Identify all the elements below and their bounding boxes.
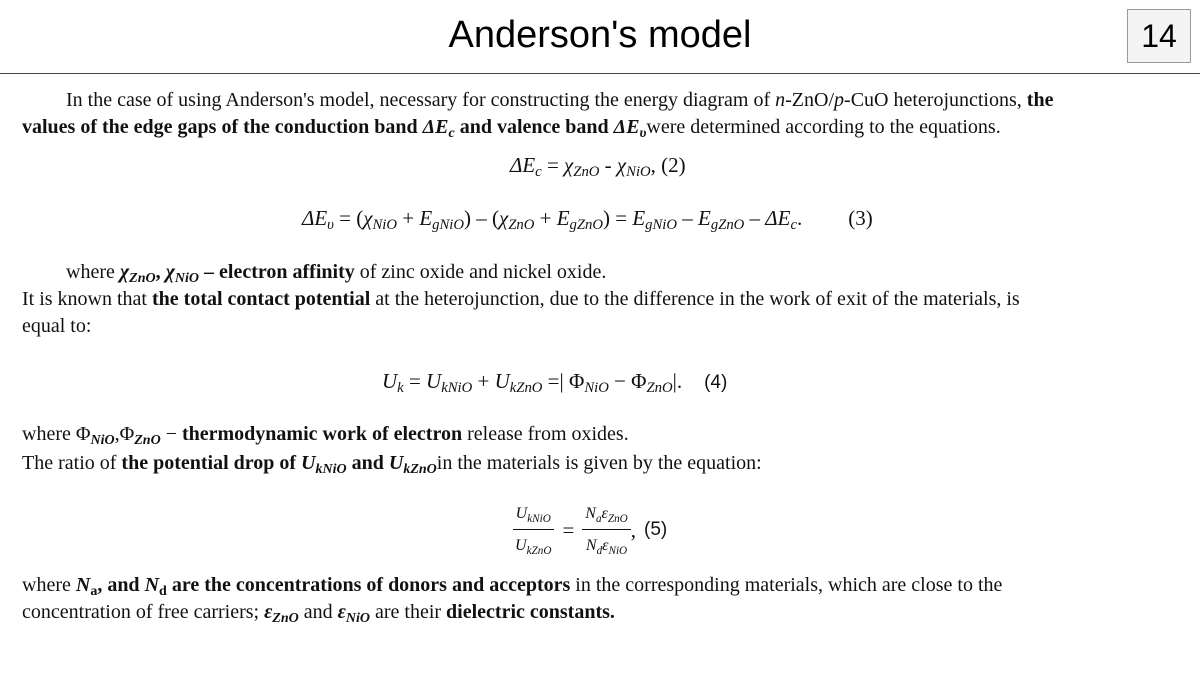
eq-sign: = ( [333, 206, 364, 230]
subscript: c [448, 126, 455, 141]
eq-term: U [515, 505, 528, 522]
para4 [22, 421, 629, 447]
slide-title: Anderson's model [448, 14, 752, 56]
eq-term: U [388, 452, 404, 474]
eq-sign: = [542, 369, 560, 393]
epsilon-symbol: ε [601, 505, 608, 522]
equation-number: (5) [644, 519, 668, 540]
eq-sign: – [744, 206, 766, 230]
equation-4 [382, 367, 727, 397]
eq-term: ΔE [765, 206, 791, 230]
abs-bar: | [559, 369, 564, 393]
text-bold: the total contact potential [152, 288, 371, 310]
text-bold: thermodynamic work of electron [181, 423, 463, 445]
subscript: kZnO [509, 380, 543, 396]
chi-symbol: χ [498, 206, 509, 230]
fraction-right [582, 500, 630, 560]
text-bold: , and [97, 574, 145, 596]
page-number: 14 [1127, 9, 1191, 63]
text-bold: the potential drop of [121, 452, 302, 474]
text: and [298, 601, 338, 623]
subscript: NiO [626, 164, 651, 180]
phi-symbol: Φ [119, 423, 135, 445]
eq-sign: = [562, 518, 575, 542]
text: at the heterojunction, due to the difference in the work of exit of the materials, is [370, 288, 1020, 310]
text: concentration of free carriers; [22, 601, 265, 623]
text: where [66, 261, 120, 283]
text: where [22, 423, 76, 445]
eq-term: N [585, 537, 597, 554]
subscript: a [90, 584, 98, 599]
subscript: c [790, 217, 797, 233]
eq-sign: − [608, 369, 632, 393]
eq-sign: ) = [603, 206, 633, 230]
eq-term: E [419, 206, 433, 230]
text-bold: electron affinity [219, 261, 355, 283]
subscript: kZnO [526, 545, 552, 557]
eq-sign: , [630, 518, 637, 542]
subscript: kNiO [527, 513, 551, 525]
text: in the materials is given by the equation: [436, 452, 762, 474]
eq-term: N [585, 505, 596, 522]
denominator [583, 530, 630, 560]
equation-3 [302, 204, 873, 232]
eq-term: U [494, 369, 510, 393]
text: -ZnO/ [785, 89, 835, 111]
chi-symbol: χ [119, 261, 130, 283]
text-bold: and valence band [454, 116, 614, 138]
text: It is known that [22, 288, 152, 310]
subscript: NiO [90, 433, 115, 448]
subscript: ZnO [272, 611, 299, 626]
subscript: d [159, 584, 167, 599]
phi-symbol: Φ [75, 423, 91, 445]
delta-ev: ΔE [613, 116, 640, 138]
text: , [114, 423, 120, 445]
chi-symbol: χ [165, 261, 175, 283]
eq-term: E [632, 206, 646, 230]
chi-symbol: χ [564, 153, 574, 177]
eq-term: U [382, 369, 398, 393]
eq-sign: – [677, 206, 698, 230]
eq-term: U [515, 537, 527, 554]
subscript: ZnO [508, 217, 535, 233]
subscript: c [535, 164, 542, 180]
epsilon-symbol: ε [337, 601, 346, 623]
chi-symbol: χ [363, 206, 373, 230]
text: -CuO heterojunctions, [844, 89, 1027, 111]
eq-sign: + [472, 369, 495, 393]
para2 [66, 259, 606, 285]
subscript: ZnO [134, 433, 161, 448]
text: The ratio of [22, 452, 122, 474]
para3-line2: equal to: [22, 315, 92, 337]
epsilon-symbol: ε [602, 537, 609, 554]
eq-term: E [556, 206, 570, 230]
abs-bar: | [672, 369, 677, 393]
subscript: gZnO [710, 217, 745, 233]
subscript: υ [327, 217, 334, 233]
eq-sign: + [396, 206, 420, 230]
text-bold: the [1026, 89, 1054, 111]
subscript: ZnO [646, 380, 673, 396]
text-bold: and [346, 452, 389, 474]
equation-number: (2) [661, 153, 686, 177]
denominator [512, 530, 554, 560]
subscript: a [595, 513, 602, 525]
text-bold: values of the edge gaps of the conduction band [22, 116, 423, 138]
subscript: gNiO [432, 217, 464, 233]
numerator [582, 500, 630, 530]
subscript: d [596, 545, 603, 557]
eq-sign: + [534, 206, 557, 230]
chi-symbol: χ [616, 153, 627, 177]
para6-line2 [22, 599, 615, 625]
eq-sign: = [403, 369, 427, 393]
eq-term: ΔE [302, 206, 328, 230]
subscript: NiO [372, 217, 397, 233]
eq-term: N [144, 574, 160, 596]
eq-term: U [301, 452, 316, 474]
phi-symbol: Φ [568, 369, 585, 393]
subscript: ZnO [129, 271, 156, 286]
eq-sign: - [599, 153, 617, 177]
eq-term: ΔE [510, 153, 536, 177]
text-italic: p [834, 89, 845, 111]
eq-sign: = [541, 153, 565, 177]
delta-ec: ΔE [422, 116, 449, 138]
subscript: NiO [174, 271, 200, 286]
eq-sign: ) – ( [463, 206, 499, 230]
equation-number: (3) [848, 206, 873, 230]
text-bold: are the concentrations of donors and acceptors [166, 574, 571, 596]
equation-2 [510, 151, 686, 179]
text-italic: n [775, 89, 786, 111]
para6-line1 [22, 572, 1002, 598]
subscript: NiO [608, 545, 628, 557]
text: where [22, 574, 76, 596]
text: – [199, 261, 220, 283]
eq-sign: , [650, 153, 656, 177]
epsilon-symbol: ε [264, 601, 273, 623]
eq-term: U [426, 369, 442, 393]
text: , [155, 261, 166, 283]
eq-sign: . [796, 206, 803, 230]
text: in the corresponding materials, which are close to the [570, 574, 1003, 596]
subscript: kNiO [315, 462, 347, 477]
text: − [160, 423, 182, 445]
text-bold: dielectric constants. [446, 601, 615, 623]
equation-number: (4) [704, 372, 728, 393]
text: are their [369, 601, 447, 623]
text: In the case of using Anderson's model, necessary for constructing the energy diagram of [66, 89, 776, 111]
para3-line1 [22, 286, 1020, 312]
subscript: NiO [345, 611, 370, 626]
text: of zinc oxide and nickel oxide. [354, 261, 607, 283]
eq-term: N [75, 574, 91, 596]
subscript: gNiO [645, 217, 677, 233]
eq-sign: . [676, 369, 683, 393]
para5 [22, 450, 762, 476]
subscript: ZnO [573, 164, 600, 180]
subscript: ZnO [607, 513, 628, 525]
fraction-left [512, 500, 554, 560]
equation-5 [512, 500, 667, 560]
subscript: kZnO [403, 462, 437, 477]
phi-symbol: Φ [631, 369, 647, 393]
para1-line1 [66, 87, 1053, 113]
subscript: gZnO [569, 217, 603, 233]
numerator [513, 500, 554, 530]
eq-term: E [698, 206, 711, 230]
subscript: kNiO [441, 380, 473, 396]
text: were determined according to the equations. [646, 116, 1001, 138]
text: release from oxides. [462, 423, 629, 445]
subscript: NiO [584, 380, 609, 396]
para1-line2 [22, 114, 1001, 140]
subscript: k [397, 380, 404, 396]
subscript: υ [639, 126, 647, 141]
title-divider [0, 73, 1200, 74]
